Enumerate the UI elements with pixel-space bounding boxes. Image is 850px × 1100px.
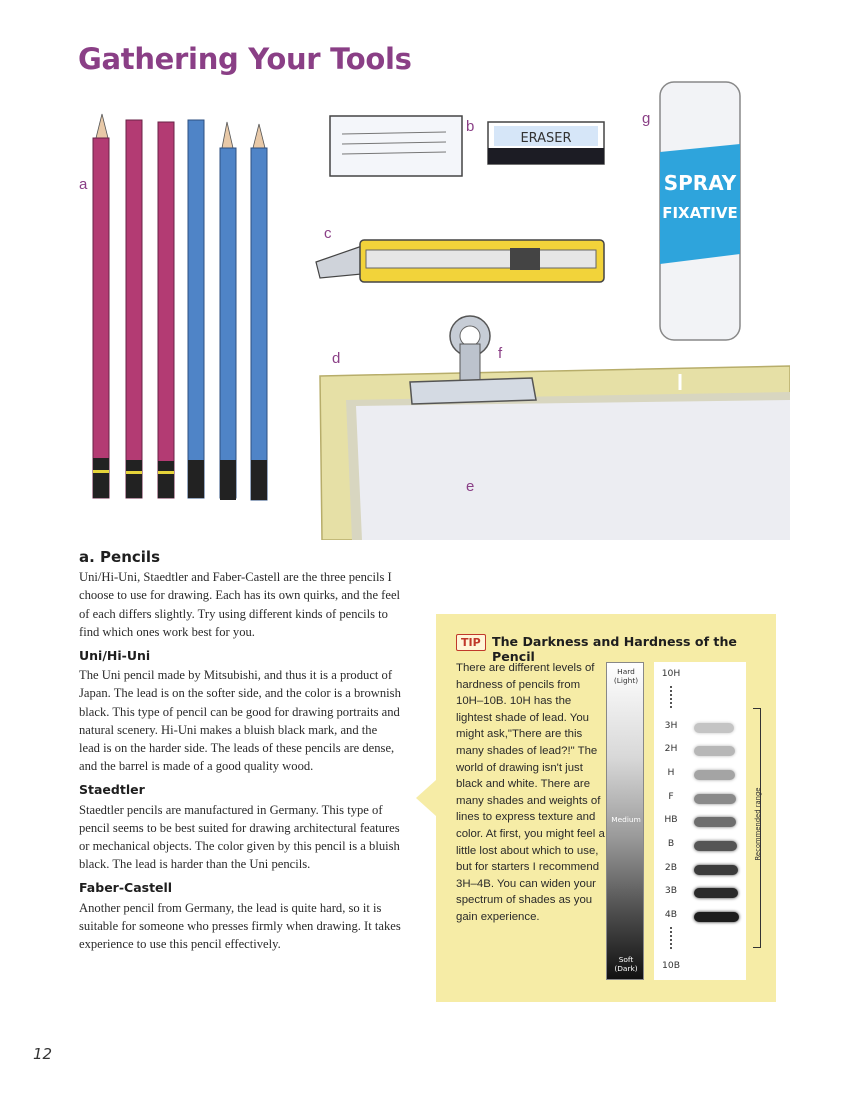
grade-label: H — [667, 767, 675, 778]
figure-label-c: c — [324, 225, 332, 242]
pencil-stroke-sample — [694, 888, 738, 898]
pencil-stroke-sample — [694, 723, 734, 733]
grade-label: HB — [664, 814, 678, 825]
tip-box-pointer — [416, 780, 436, 816]
grade-label: B — [667, 838, 675, 849]
page-number: 12 — [33, 1045, 53, 1063]
grade-label: 10H — [661, 668, 681, 679]
pencils-illustration — [93, 114, 267, 500]
pencil-stroke-sample — [694, 841, 737, 851]
figure-label-e: e — [466, 478, 475, 495]
pencil-stroke-sample — [694, 746, 735, 756]
grade-label: F — [668, 791, 674, 802]
grade-label: 3B — [664, 885, 678, 896]
subsection-title-uni: Uni/Hi-Uni — [79, 648, 151, 664]
pencil-stroke-sample — [694, 912, 739, 922]
figure-label-g: g — [642, 110, 651, 127]
tools-illustration — [70, 78, 790, 540]
tip-body: There are different levels of hardness of pencils from 10H–10B. 10H has the lightest shade of lead. You might ask,"There are this many shades of lead?!" The world of drawing isn't just black and white. There are many shades and weights of lines to express texture and color. At first, you might feel a little lost about which to use, but for starters I recommend 3H–4B. You can widen your spectrum of shades as you gain experience. — [456, 662, 605, 923]
ellipsis-dots — [670, 686, 672, 708]
pencil-stroke-sample — [694, 865, 738, 875]
drawing-board-illustration — [320, 366, 790, 540]
subsection-title-staedtler: Staedtler — [79, 782, 145, 798]
section-title: a. Pencils — [79, 548, 160, 566]
pencil-stroke-sample — [694, 817, 736, 827]
ellipsis-dots — [670, 927, 672, 949]
figure-label-f: f — [498, 345, 503, 362]
figure-label-b: b — [466, 118, 475, 135]
figure-label-d: d — [332, 350, 341, 367]
grade-label: 10B — [662, 960, 680, 971]
tip-title: The Darkness and Hardness of the Pencil — [492, 634, 737, 664]
eraser-illustration — [488, 122, 604, 164]
spray-label-1: SPRAY — [663, 171, 737, 195]
pencils-section — [79, 548, 401, 953]
binder-clip-illustration — [410, 316, 536, 404]
eraser-label: ERASER — [520, 131, 572, 146]
subsection-text-faber: Another pencil from Germany, the lead is quite hard, so it is suitable for someone who presses firmly when drawing. It takes experience to use this pencil effectively. — [79, 900, 401, 952]
subsection-text-uni: The Uni pencil made by Mitsubishi, and thus it is a product of Japan. The lead is on the softer side, and the color is a brownish black. This type of pencil can be good for drawing portraits and natural scenery. Hi-Uni makes a bluish black mark, and the lead is on the harder side. The leads of these pencils are dense, and the barrel is made of a good quality wood. — [79, 668, 401, 774]
box-cutter-illustration — [316, 240, 604, 282]
pencil-stroke-sample — [694, 770, 735, 780]
figure-label-a: a — [79, 176, 88, 193]
grade-label: 2B — [664, 862, 678, 873]
section-intro: Uni/Hi-Uni, Staedtler and Faber-Castell are the three pencils I choose to use for drawing. Each has its own quirks, and the feel of each differs slightly. Try using different kinds of pencils to find which ones work best for you. — [79, 570, 401, 639]
scale-soft-label: Soft (Dark) — [614, 955, 638, 973]
page-title: Gathering Your Tools — [78, 42, 412, 76]
subsection-text-staedtler: Staedtler pencils are manufactured in Germany. This type of pencil seems to be best suited for drawing architectural features or mechanical objects. The color given by this pencil is a bluish black. The lead is harder than the Uni pencils. — [79, 802, 400, 872]
spray-label-2: FIXATIVE — [662, 204, 738, 222]
scale-medium-label: Medium — [611, 815, 641, 824]
spray-fixative-illustration — [660, 82, 740, 340]
grade-label: 3H — [664, 720, 678, 731]
tip-badge: TIP — [456, 634, 486, 651]
hardness-gradient-bar — [606, 662, 644, 980]
grade-chart — [654, 662, 746, 980]
tip-box — [436, 614, 776, 1002]
subsection-title-faber: Faber-Castell — [79, 880, 173, 896]
lead-box-illustration — [330, 116, 462, 176]
grade-label: 2H — [664, 743, 678, 754]
scale-hard-label: Hard (Light) — [613, 667, 639, 685]
grade-label: 4B — [664, 909, 678, 920]
pencil-stroke-sample — [694, 794, 736, 804]
recommended-range-label: Recommended range — [754, 787, 762, 861]
